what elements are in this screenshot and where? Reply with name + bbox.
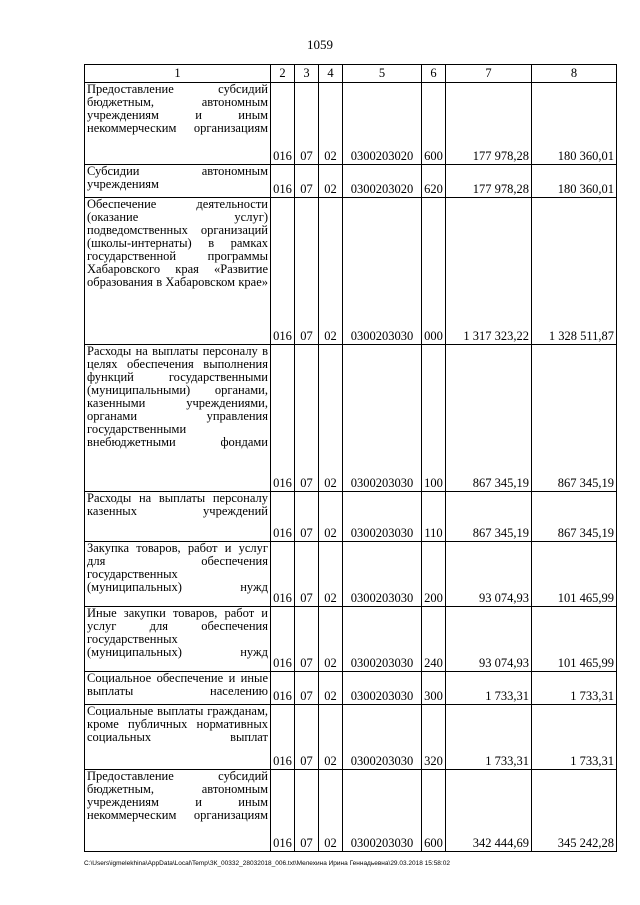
sum1-cell: 867 345,19: [446, 345, 532, 492]
csr-cell: 0300203030: [343, 672, 422, 705]
expense-name-cell: [85, 492, 271, 542]
csr-cell: 0300203030: [343, 705, 422, 770]
sum1-cell: 177 978,28: [446, 165, 532, 198]
expense-name-cell: [85, 705, 271, 770]
table-row: [85, 672, 617, 705]
adm-cell: 016: [271, 542, 295, 607]
pr-cell: 02: [319, 705, 343, 770]
expense-name-cell: [85, 607, 271, 672]
column-header: 6: [422, 65, 446, 83]
adm-cell: 016: [271, 345, 295, 492]
csr-cell: 0300203030: [343, 770, 422, 852]
vr-cell: 200: [422, 542, 446, 607]
table-row: [85, 165, 617, 198]
sum2-cell: 180 360,01: [532, 165, 617, 198]
rz-cell: 07: [295, 705, 319, 770]
sum1-cell: 93 074,93: [446, 607, 532, 672]
table-header-row: [85, 65, 617, 83]
sum1-cell: 93 074,93: [446, 542, 532, 607]
column-header: 5: [343, 65, 422, 83]
sum2-cell: 1 733,31: [532, 705, 617, 770]
csr-cell: 0300203030: [343, 492, 422, 542]
rz-cell: 07: [295, 83, 319, 165]
adm-cell: 016: [271, 165, 295, 198]
column-header: 2: [271, 65, 295, 83]
sum1-cell: 177 978,28: [446, 83, 532, 165]
expense-name-cell: [85, 542, 271, 607]
vr-cell: 110: [422, 492, 446, 542]
pr-cell: 02: [319, 492, 343, 542]
sum1-cell: 1 733,31: [446, 672, 532, 705]
sum1-cell: 867 345,19: [446, 492, 532, 542]
rz-cell: 07: [295, 672, 319, 705]
sum2-cell: 180 360,01: [532, 83, 617, 165]
csr-cell: 0300203020: [343, 83, 422, 165]
adm-cell: 016: [271, 607, 295, 672]
vr-cell: 600: [422, 83, 446, 165]
vr-cell: 240: [422, 607, 446, 672]
csr-cell: 0300203030: [343, 345, 422, 492]
expense-name: Расходы на выплаты персоналу казенных учреждений: [87, 491, 268, 518]
sum1-cell: 342 444,69: [446, 770, 532, 852]
expense-name: Социальные выплаты гражданам, кроме публичных нормативных социальных выплат: [87, 704, 268, 744]
csr-cell: 0300203030: [343, 607, 422, 672]
sum2-cell: 1 733,31: [532, 672, 617, 705]
pr-cell: 02: [319, 165, 343, 198]
column-header: 1: [85, 65, 271, 83]
csr-cell: 0300203030: [343, 542, 422, 607]
rz-cell: 07: [295, 492, 319, 542]
rz-cell: 07: [295, 607, 319, 672]
file-path-footer: C:\Users\igmelekhina\AppData\Local\Temp\ЗК_00332_28032018_006.txt\Мелехина Ирина Геннадьевна\29.03.2018 15:58:02: [84, 860, 450, 867]
table-row: [85, 705, 617, 770]
table-row: [85, 345, 617, 492]
adm-cell: 016: [271, 83, 295, 165]
rz-cell: 07: [295, 770, 319, 852]
table-row: [85, 542, 617, 607]
table-row: [85, 607, 617, 672]
pr-cell: 02: [319, 542, 343, 607]
sum1-cell: 1 733,31: [446, 705, 532, 770]
vr-cell: 000: [422, 198, 446, 345]
vr-cell: 600: [422, 770, 446, 852]
rz-cell: 07: [295, 542, 319, 607]
expense-name: Предоставление субсидий бюджетным, автономным учреждениям и иным некоммерческим организациям: [87, 769, 268, 822]
pr-cell: 02: [319, 83, 343, 165]
pr-cell: 02: [319, 345, 343, 492]
expense-name: Субсидии автономным учреждениям: [87, 164, 268, 191]
expense-name: Иные закупки товаров, работ и услуг для обеспечения государственных (муниципальных) нужд: [87, 606, 268, 659]
pr-cell: 02: [319, 607, 343, 672]
expense-name: Социальное обеспечение и иные выплаты населению: [87, 671, 268, 698]
sum2-cell: 101 465,99: [532, 542, 617, 607]
expense-name: Расходы на выплаты персоналу в целях обеспечения выполнения функций государственными (муниципальными) органами, казенными учреждениями, органами управления государственными внебюджетными фондами: [87, 344, 268, 449]
column-header: 8: [532, 65, 617, 83]
expense-name: Предоставление субсидий бюджетным, автономным учреждениям и иным некоммерческим организациям: [87, 82, 268, 135]
pr-cell: 02: [319, 770, 343, 852]
sum2-cell: 345 242,28: [532, 770, 617, 852]
expense-name-cell: [85, 770, 271, 852]
table-row: [85, 83, 617, 165]
csr-cell: 0300203020: [343, 165, 422, 198]
expense-name-cell: [85, 672, 271, 705]
sum2-cell: 1 328 511,87: [532, 198, 617, 345]
column-header: 7: [446, 65, 532, 83]
vr-cell: 300: [422, 672, 446, 705]
adm-cell: 016: [271, 492, 295, 542]
adm-cell: 016: [271, 770, 295, 852]
budget-table: [84, 64, 617, 852]
column-header: 4: [319, 65, 343, 83]
adm-cell: 016: [271, 198, 295, 345]
table-row: [85, 770, 617, 852]
expense-name: Обеспечение деятельности (оказание услуг) подведомственных организаций (школы-интернаты) в рамках государственной программы Хабаровского края «Развитие образования в Хабаровском крае»: [87, 197, 268, 289]
rz-cell: 07: [295, 165, 319, 198]
pr-cell: 02: [319, 198, 343, 345]
sum2-cell: 101 465,99: [532, 607, 617, 672]
expense-name-cell: [85, 83, 271, 165]
csr-cell: 0300203030: [343, 198, 422, 345]
rz-cell: 07: [295, 198, 319, 345]
rz-cell: 07: [295, 345, 319, 492]
sum1-cell: 1 317 323,22: [446, 198, 532, 345]
column-header: 3: [295, 65, 319, 83]
expense-name-cell: [85, 198, 271, 345]
adm-cell: 016: [271, 672, 295, 705]
vr-cell: 620: [422, 165, 446, 198]
page-number: 1059: [307, 37, 333, 52]
expense-name-cell: [85, 165, 271, 198]
sum2-cell: 867 345,19: [532, 345, 617, 492]
table-row: [85, 492, 617, 542]
vr-cell: 100: [422, 345, 446, 492]
expense-name-cell: [85, 345, 271, 492]
vr-cell: 320: [422, 705, 446, 770]
table-row: [85, 198, 617, 345]
sum2-cell: 867 345,19: [532, 492, 617, 542]
expense-name: Закупка товаров, работ и услуг для обеспечения государственных (муниципальных) нужд: [87, 541, 268, 594]
pr-cell: 02: [319, 672, 343, 705]
adm-cell: 016: [271, 705, 295, 770]
